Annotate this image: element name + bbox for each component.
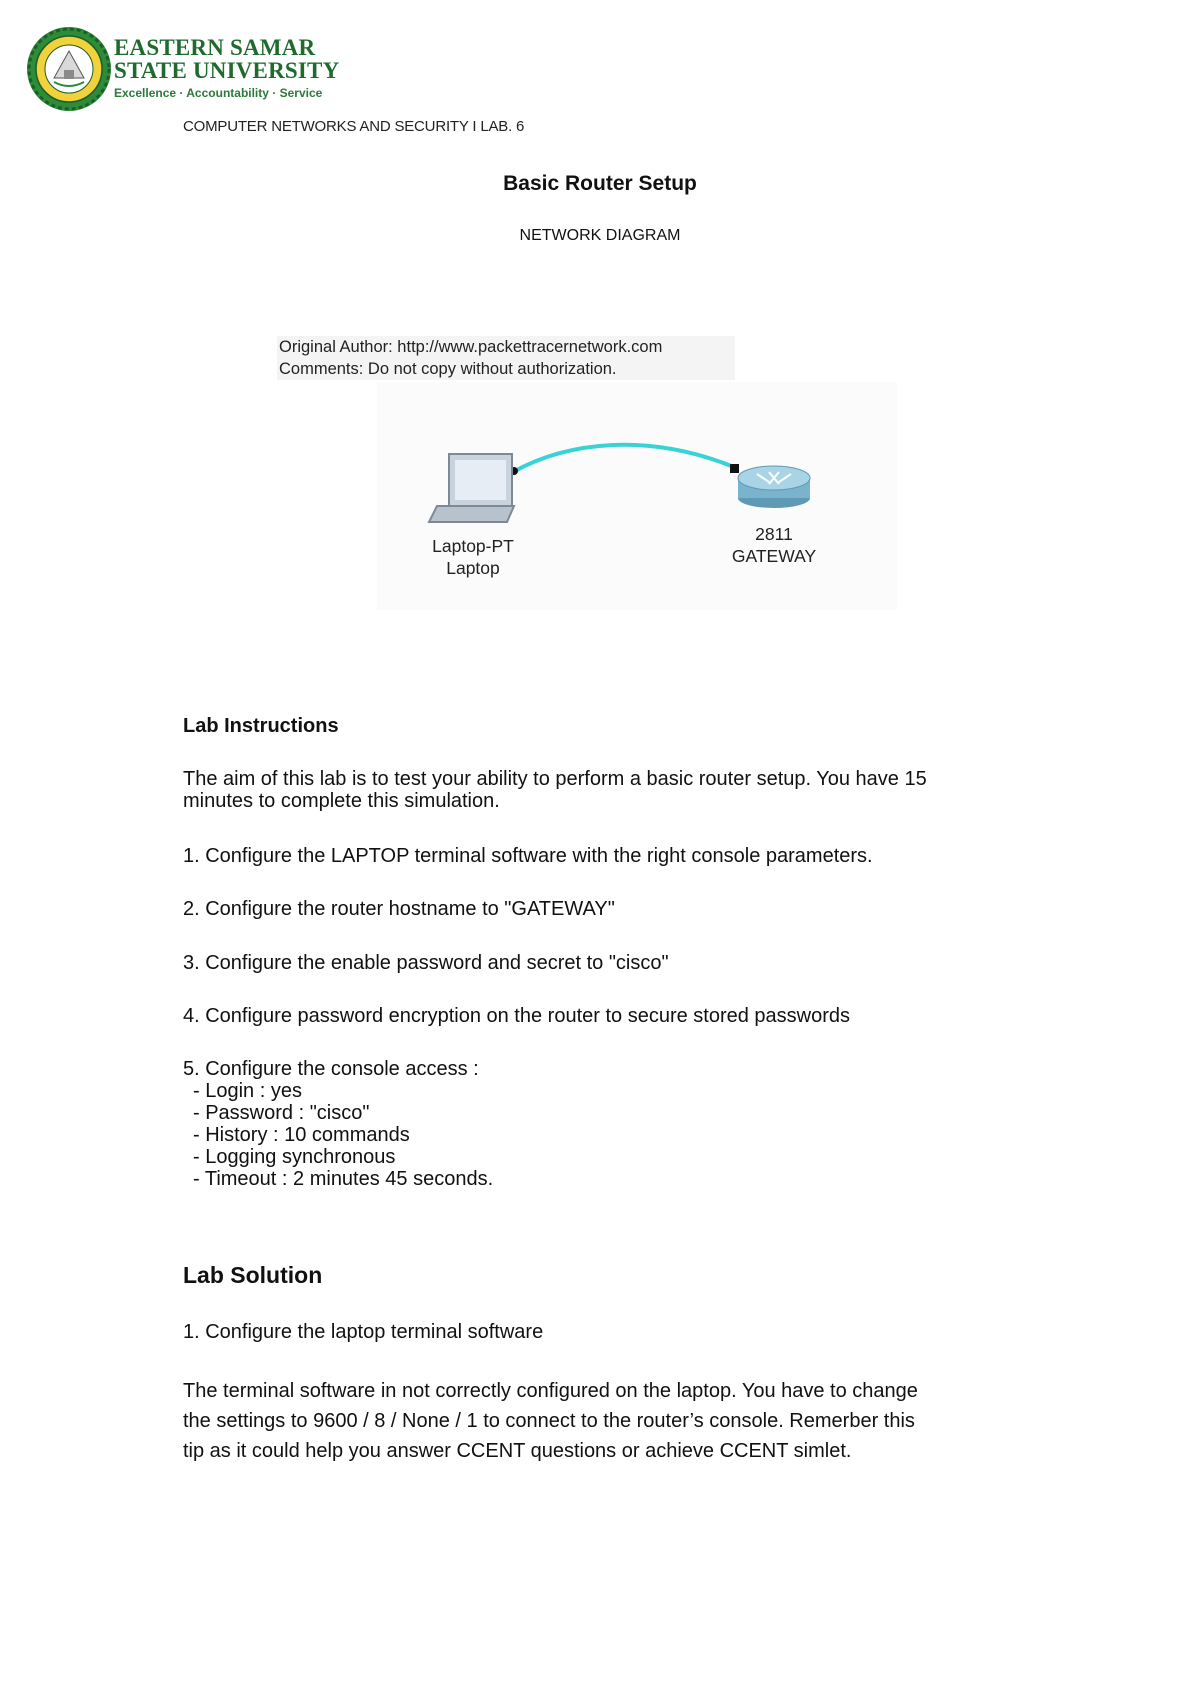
section-subtitle: NETWORK DIAGRAM xyxy=(519,227,681,244)
instruction-step-1: 1. Configure the LAPTOP terminal software with the right console parameters. xyxy=(183,845,873,867)
solution-text-line-3: tip as it could help you answer CCENT questions or achieve CCENT simlet. xyxy=(183,1440,852,1462)
solution-text xyxy=(183,1376,1043,1466)
document-title: Basic Router Setup xyxy=(503,172,697,195)
instruction-step-2: 2. Configure the router hostname to "GATEWAY" xyxy=(183,898,615,920)
laptop-icon xyxy=(429,454,514,522)
step5-item: - History : 10 commands xyxy=(193,1124,410,1146)
router-model-label: 2811 xyxy=(755,524,793,544)
lab-solution-heading-block xyxy=(183,1264,1043,1286)
university-name-line1: EASTERN SAMAR xyxy=(114,35,316,60)
instruction-step-5: 5. Configure the console access : xyxy=(183,1058,479,1080)
diagram-author: Original Author: http://www.packettracernetwork.com xyxy=(279,338,663,356)
cable-endpoint-router xyxy=(730,464,739,473)
console-cable xyxy=(513,445,734,472)
diagram-metadata xyxy=(277,336,735,380)
router-name-label: GATEWAY xyxy=(731,546,817,566)
solution-text-line-1: The terminal software in not correctly configured on the laptop. You have to change xyxy=(183,1380,918,1402)
lab-solution-heading: Lab Solution xyxy=(183,1262,323,1288)
solution-step-1: 1. Configure the laptop terminal software xyxy=(183,1321,544,1343)
lab-instructions-heading-block xyxy=(183,715,1043,737)
lab-instructions-heading: Lab Instructions xyxy=(183,715,339,737)
instruction-step-5-block xyxy=(183,1058,1043,1190)
step5-item: - Password : "cisco" xyxy=(193,1102,370,1124)
network-diagram xyxy=(377,382,897,610)
diagram-comments: Comments: Do not copy without authorization. xyxy=(279,360,617,378)
university-name-line2: STATE UNIVERSITY xyxy=(114,58,340,83)
lab-instructions-intro xyxy=(183,768,1043,812)
step5-item: - Logging synchronous xyxy=(193,1146,396,1168)
university-seal-logo xyxy=(26,26,112,112)
step5-item: - Timeout : 2 minutes 45 seconds. xyxy=(193,1168,494,1190)
university-tagline: Excellence · Accountability · Service xyxy=(114,86,323,100)
laptop-model-label: Laptop-PT xyxy=(432,536,514,556)
router-icon xyxy=(738,466,810,508)
intro-line-2: minutes to complete this simulation. xyxy=(183,790,500,812)
course-header: COMPUTER NETWORKS AND SECURITY I LAB. 6 xyxy=(183,118,525,135)
laptop-name-label: Laptop xyxy=(446,558,500,578)
instruction-step-4: 4. Configure password encryption on the router to secure stored passwords xyxy=(183,1005,851,1027)
solution-text-line-2: the settings to 9600 / 8 / None / 1 to connect to the router’s console. Remerber this xyxy=(183,1410,915,1432)
university-name-block xyxy=(114,36,339,100)
intro-line-1: The aim of this lab is to test your ability to perform a basic router setup. You have 15 xyxy=(183,768,927,790)
step5-item: - Login : yes xyxy=(193,1080,302,1102)
instruction-step-3: 3. Configure the enable password and secret to "cisco" xyxy=(183,952,669,974)
